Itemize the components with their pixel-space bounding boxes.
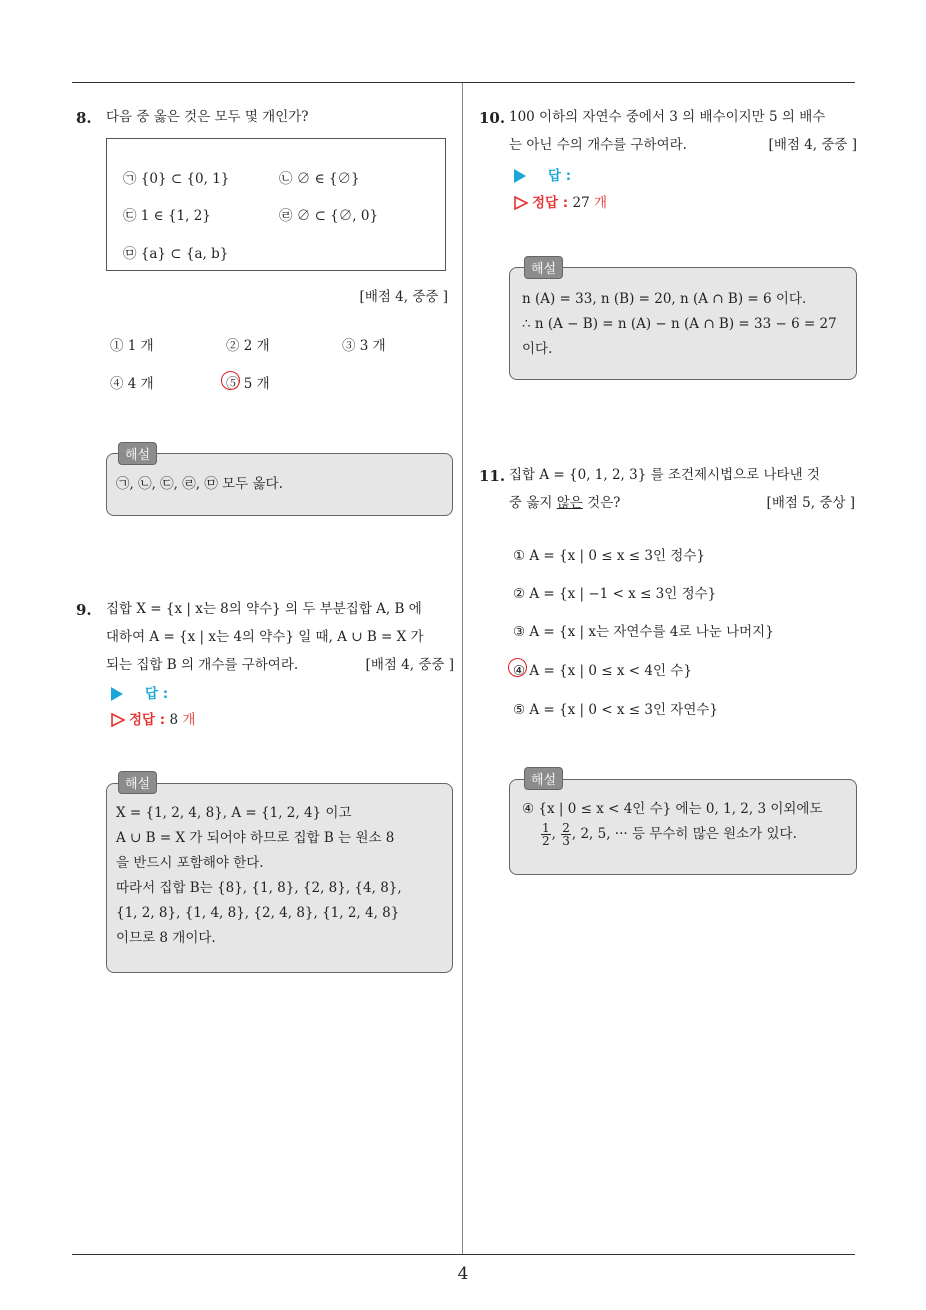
q9-number: 9.: [76, 601, 92, 619]
q10-explanation-box: [509, 267, 857, 380]
q8-explanation-text: ㉠, ㉡, ㉢, ㉣, ㉤ 모두 옳다.: [116, 476, 283, 492]
q11-line2-post: 것은?: [582, 495, 621, 511]
column-divider: [462, 83, 463, 1254]
q9-answer-label: 답 :: [145, 686, 169, 702]
q11-line1: 집합 A = {0, 1, 2, 3} 를 조건제시법으로 나타낸 것: [509, 467, 820, 483]
q9-explanation-line: 을 반드시 포함해야 한다.: [116, 855, 264, 871]
page-number: 4: [457, 1264, 469, 1284]
q11-underlined-word: 않은: [556, 495, 583, 511]
q8-choice-5-label: 5 개: [243, 376, 270, 392]
q10-explanation-label: 해설: [524, 256, 563, 279]
q8-explanation-box: [106, 453, 453, 516]
q10-line: 는 아닌 수의 개수를 구하여라.: [509, 137, 687, 153]
q8-statement: ㉠ {0} ⊂ {0, 1}: [123, 171, 230, 187]
q11-choice-2[interactable]: ② A = {x | −1 < x ≤ 3인 정수}: [513, 586, 717, 602]
play-icon: [514, 169, 526, 183]
q10-correct-label: 정답 :: [532, 195, 569, 211]
q9-explanation-label: 해설: [118, 771, 157, 794]
q9-correct-label: 정답 :: [129, 712, 166, 728]
q9-correct-unit: 개: [182, 712, 196, 728]
q9-line: 대하여 A = {x | x는 4의 약수} 일 때, A ∪ B = X 가: [106, 629, 424, 645]
q11-choice-5[interactable]: ⑤ A = {x | 0 < x ≤ 3인 자연수}: [513, 702, 718, 718]
q9-explanation-line: 따라서 집합 B는 {8}, {1, 8}, {2, 8}, {4, 8},: [116, 880, 402, 896]
q8-choice-4[interactable]: ④ 4 개: [110, 376, 154, 392]
q8-choice-1[interactable]: ① 1 개: [110, 338, 154, 354]
q8-choice-5-symbol: ⑤: [226, 376, 240, 392]
q11-choice-4-label: A = {x | 0 ≤ x < 4인 수}: [529, 663, 692, 679]
fraction-two-thirds: $\frac{2}{3}$: [562, 821, 570, 848]
q10-correct-unit: 개: [593, 195, 608, 211]
outline-triangle-icon: [111, 713, 125, 727]
q8-explanation-label: 해설: [118, 442, 157, 465]
q10-correct-value: 27: [572, 195, 590, 211]
q8-choice-2[interactable]: ② 2 개: [226, 338, 270, 354]
q11-explanation-line1: ④ {x | 0 ≤ x < 4인 수} 에는 0, 1, 2, 3 이외에도: [522, 801, 823, 817]
q10-explanation-line: n (A) = 33, n (B) = 20, n (A ∩ B) = 6 이다.: [522, 291, 807, 307]
q10-explanation-line: ∴ n (A − B) = n (A) − n (A ∩ B) = 33 − 6 = 27: [522, 316, 837, 332]
q11-points: [배점 5, 중상 ]: [766, 495, 855, 511]
q9-explanation-line: 이므로 8 개이다.: [116, 930, 216, 946]
q8-statement: ㉤ {a} ⊂ {a, b}: [123, 246, 229, 262]
q8-statement-box: [106, 138, 446, 271]
q10-explanation-line: 이다.: [522, 341, 553, 357]
q11-choice-1[interactable]: ① A = {x | 0 ≤ x ≤ 3인 정수}: [513, 548, 705, 564]
q11-explanation-line2-rest: , 2, 5, ··· 등 무수히 많은 원소가 있다.: [571, 826, 797, 842]
q10-correct-row: [514, 191, 607, 211]
q8-choice-3[interactable]: ③ 3 개: [342, 338, 386, 354]
q9-answer-row[interactable]: [111, 682, 168, 702]
fraction-one-half: $\frac{1}{2}$: [542, 821, 550, 848]
q11-explanation-line2: $\frac{1}{2}$ , $\frac{2}{3}$ , 2, 5, ··· 등 무수히 많은 원소가 있다.: [542, 821, 797, 848]
q8-statement: ㉡ ∅ ∈ {∅}: [279, 171, 360, 187]
q10-points: [배점 4, 중중 ]: [768, 137, 857, 153]
q11-explanation-label: 해설: [524, 767, 563, 790]
q9-correct-row: [111, 708, 195, 728]
q11-explanation-box: [509, 779, 857, 875]
q10-answer-label: 답 :: [548, 168, 572, 184]
q8-question-text: 다음 중 옳은 것은 모두 몇 개인가?: [106, 109, 309, 125]
answer-circle-mark: [507, 657, 528, 678]
top-rule: [72, 82, 855, 83]
play-icon: [111, 687, 123, 701]
q9-points: [배점 4, 중중 ]: [365, 657, 454, 673]
q9-explanation-box: [106, 783, 453, 973]
q8-choice-5[interactable]: [226, 372, 270, 392]
q11-choice-4-symbol: ④: [513, 663, 526, 679]
q11-choice-3[interactable]: ③ A = {x | x는 자연수를 4로 나눈 나머지}: [513, 624, 774, 640]
bottom-rule: [72, 1254, 855, 1255]
q9-correct-value: 8: [169, 712, 179, 728]
q9-line: 되는 집합 B 의 개수를 구하여라.: [106, 657, 299, 673]
q10-number: 10.: [479, 109, 506, 127]
q10-answer-row[interactable]: [514, 164, 571, 184]
q8-statement: ㉣ ∅ ⊂ {∅, 0}: [279, 208, 379, 224]
q11-line2-pre: 중 옳지: [509, 495, 557, 511]
q9-line: 집합 X = {x | x는 8의 약수} 의 두 부분집합 A, B 에: [106, 601, 422, 617]
q8-number: 8.: [76, 109, 92, 127]
q9-explanation-line: {1, 2, 8}, {1, 4, 8}, {2, 4, 8}, {1, 2, 4, 8}: [116, 905, 400, 921]
q10-line: 100 이하의 자연수 중에서 3 의 배수이지만 5 의 배수: [509, 109, 826, 125]
q9-explanation-line: A ∪ B = X 가 되어야 하므로 집합 B 는 원소 8: [116, 830, 395, 846]
q11-number: 11.: [479, 467, 506, 485]
outline-triangle-icon: [514, 196, 528, 210]
q11-choice-4[interactable]: [513, 659, 692, 679]
q8-points: [배점 4, 중중 ]: [359, 289, 448, 305]
q11-line2: [509, 491, 620, 515]
q8-statement: ㉢ 1 ∈ {1, 2}: [123, 208, 211, 224]
q9-explanation-line: X = {1, 2, 4, 8}, A = {1, 2, 4} 이고: [116, 805, 352, 821]
